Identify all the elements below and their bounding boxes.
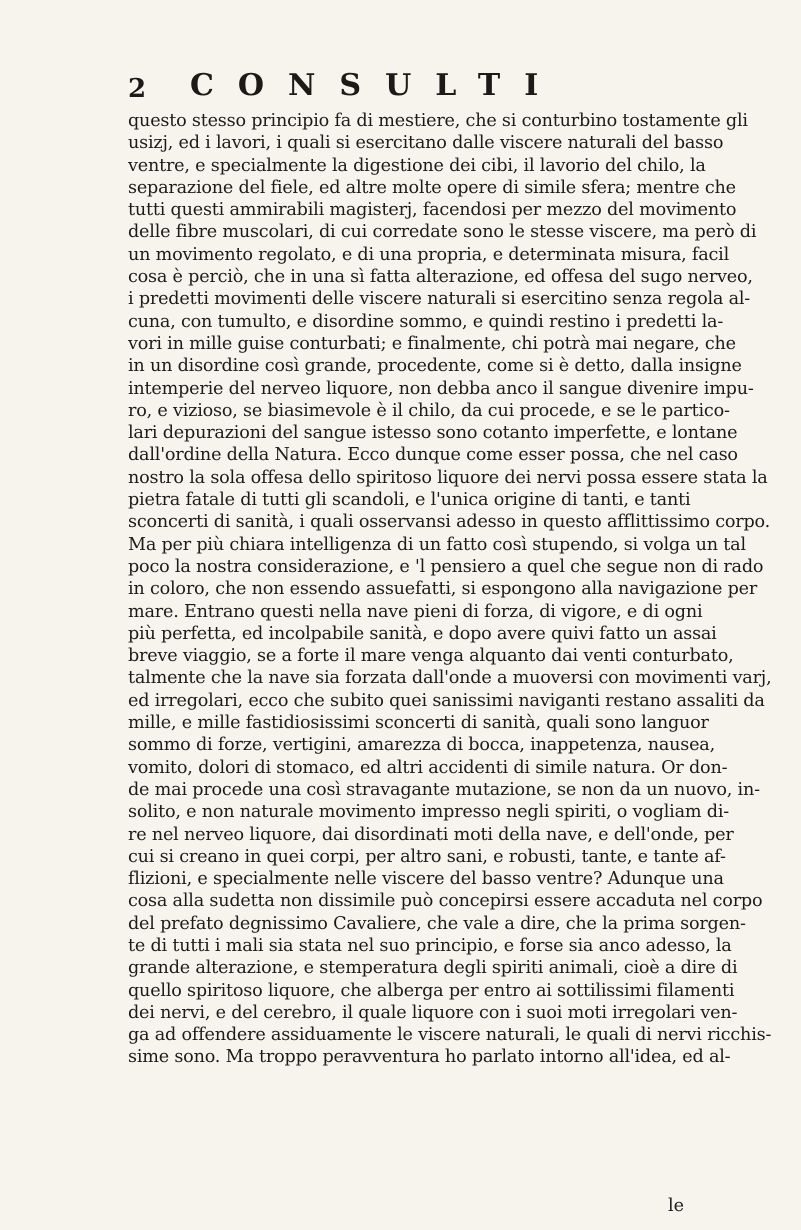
- text-line: i predetti movimenti delle viscere naturali si esercitino senza regola al-: [128, 289, 751, 310]
- text-line: sime sono. Ma troppo peravventura ho parlato intorno all'idea, ed al-: [128, 1047, 731, 1068]
- text-line: ro, e vizioso, se biasimevole è il chilo, da cui procede, e se le partico-: [128, 400, 730, 421]
- text-line: del prefato degnissimo Cavaliere, che vale a dire, che la prima sorgen-: [128, 913, 746, 934]
- text-line: questo stesso principio fa di mestiere, che si conturbino tostamente gli: [128, 111, 748, 131]
- text-line: più perfetta, ed incolpabile sanità, e dopo avere quivi fatto un assai: [128, 623, 717, 644]
- text-line: lari depurazioni del sangue istesso sono cotanto imperfette, e lontane: [128, 423, 738, 444]
- text-line: de mai procede una così stravagante mutazione, se non da un nuovo, in-: [128, 779, 760, 800]
- running-title: CONSULTI: [190, 68, 563, 103]
- text-line: solito, e non naturale movimento impresso negli spiriti, o vogliam di-: [128, 802, 730, 823]
- text-line: grande alterazione, e stemperatura degli spiriti animali, cioè a dire di: [128, 958, 738, 979]
- text-line: intemperie del nerveo liquore, non debba anco il sangue divenire impu-: [128, 378, 754, 399]
- text-line: cosa alla sudetta non dissimile può concepirsi essere accaduta nel corpo: [128, 891, 763, 912]
- text-line: separazione del fiele, ed altre molte opere di simile sfera; mentre che: [128, 177, 736, 198]
- text-line: cosa è perciò, che in una sì fatta alterazione, ed offesa del sugo nerveo,: [128, 267, 753, 288]
- text-line: tutti questi ammirabili magisterj, facendosi per mezzo del movimento: [128, 200, 737, 221]
- text-line: breve viaggio, se a forte il mare venga alquanto dai venti conturbato,: [128, 646, 734, 667]
- text-line: te di tutti i mali sia stata nel suo principio, e forse sia anco adesso, la: [128, 935, 732, 956]
- text-line: pietra fatale di tutti gli scandoli, e l'unica origine di tanti, e tanti: [128, 490, 691, 511]
- text-line: in coloro, che non essendo assuefatti, si espongono alla navigazione per: [128, 579, 758, 600]
- text-line: ga ad offendere assiduamente le viscere naturali, le quali di nervi ricchis-: [128, 1025, 772, 1046]
- page-number: 2: [128, 74, 147, 104]
- text-line: cui si creano in quei corpi, per altro sani, e robusti, tante, e tante af-: [128, 846, 726, 867]
- text-line: quello spiritoso liquore, che alberga per entro ai sottilissimi filamenti: [128, 980, 735, 1001]
- text-line: cuna, con tumulto, e disordine sommo, e quindi restino i predetti la-: [128, 311, 724, 332]
- text-line: ventre, e specialmente la digestione dei cibi, il lavorio del chilo, la: [128, 155, 706, 176]
- catchword: le: [668, 1196, 685, 1216]
- text-line: re nel nerveo liquore, dai disordinati moti della nave, e dell'onde, per: [128, 824, 734, 845]
- text-line: poco la nostra considerazione, e 'l pensiero a quel che segue non di rado: [128, 556, 764, 577]
- text-line: mare. Entrano questi nella nave pieni di forza, di vigore, e di ogni: [128, 601, 703, 622]
- text-line: vori in mille guise conturbati; e finalmente, chi potrà mai negare, che: [128, 333, 736, 354]
- text-line: usizj, ed i lavori, i quali si esercitano dalle viscere naturali del basso: [128, 133, 724, 154]
- text-line: talmente che la nave sia forzata dall'onde a muoversi con movimenti varj,: [128, 668, 772, 689]
- text-line: vomito, dolori di stomaco, ed altri accidenti di simile natura. Or don-: [128, 757, 728, 778]
- text-line: un movimento regolato, e di una propria, e determinata misura, facil: [128, 244, 730, 265]
- page-header: [128, 68, 688, 108]
- body-text: [128, 110, 772, 1069]
- text-line: sconcerti di sanità, i quali osservansi adesso in questo afflittissimo corpo.: [128, 512, 771, 533]
- text-line: nostro la sola offesa dello spiritoso liquore dei nervi possa essere stata la: [128, 467, 768, 488]
- text-line: dall'ordine della Natura. Ecco dunque come esser possa, che nel caso: [128, 445, 738, 466]
- text-line: flizioni, e specialmente nelle viscere del basso ventre? Adunque una: [128, 869, 724, 890]
- text-line: dei nervi, e del cerebro, il quale liquore con i suoi moti irregolari ven-: [128, 1002, 738, 1023]
- text-line: delle fibre muscolari, di cui corredate sono le stesse viscere, ma però di: [128, 222, 757, 243]
- text-line: mille, e mille fastidiosissimi sconcerti di sanità, quali sono languor: [128, 713, 709, 734]
- text-line: ed irregolari, ecco che subito quei sanissimi naviganti restano assaliti da: [128, 690, 765, 711]
- text-line: Ma per più chiara intelligenza di un fatto così stupendo, si volga un tal: [128, 534, 746, 555]
- text-line: sommo di forze, vertigini, amarezza di bocca, inappetenza, nausea,: [128, 735, 715, 756]
- text-line: in un disordine così grande, procedente, come si è detto, dalla insigne: [128, 356, 742, 377]
